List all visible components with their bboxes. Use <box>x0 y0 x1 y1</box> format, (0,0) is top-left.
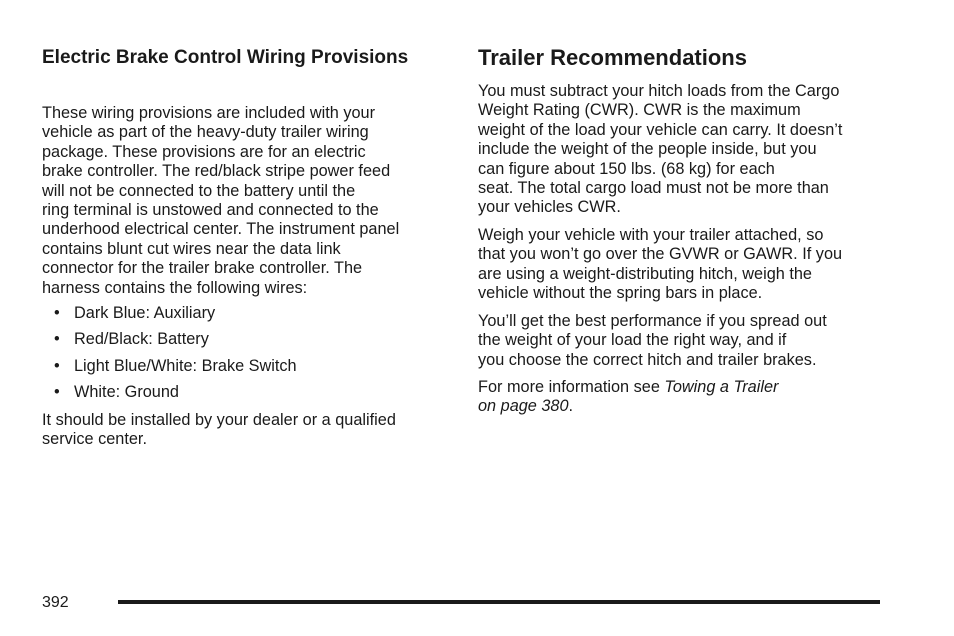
paragraph-performance <box>478 312 827 370</box>
text-line: ring terminal is unstowed and connected to the <box>42 201 379 220</box>
text-line: brake controller. The red/black stripe power feed <box>42 162 391 181</box>
paragraph-cwr <box>478 82 842 218</box>
paragraph-more-info <box>478 378 778 417</box>
text-line: underhood electrical center. The instrument panel <box>42 220 400 239</box>
more-info-prefix: For more information see <box>478 378 665 396</box>
text-line: that you won’t go over the GVWR or GAWR. If you <box>478 245 843 264</box>
text-line: weight of the load your vehicle can carry. It doesn’t <box>478 120 843 139</box>
section-heading-trailer-recommendations: Trailer Recommendations <box>478 45 747 70</box>
paragraph-weigh <box>478 226 842 304</box>
text-line: seat. The total cargo load must not be more than <box>478 179 829 198</box>
text-line: contains blunt cut wires near the data link <box>42 239 341 258</box>
text-line: vehicle as part of the heavy-duty trailer wiring <box>42 123 369 142</box>
text-line <box>478 397 778 416</box>
section-heading-brake-wiring: Electric Brake Control Wiring Provisions <box>42 47 409 68</box>
list-item-text: Dark Blue: Auxiliary <box>74 304 216 322</box>
text-line: These wiring provisions are included with your <box>42 104 376 122</box>
list-item-text: White: Ground <box>74 382 179 401</box>
text-line: vehicle without the spring bars in place. <box>478 284 763 303</box>
text-line: It should be installed by your dealer or a qualified <box>42 411 396 429</box>
text-line: You must subtract your hitch loads from the Cargo <box>478 82 840 100</box>
text-line: Weight Rating (CWR). CWR is the maximum <box>478 101 801 120</box>
bullet-icon: • <box>54 356 60 375</box>
page-number: 392 <box>42 594 69 611</box>
list-item <box>42 303 297 329</box>
text-line: you choose the correct hitch and trailer brakes. <box>478 350 817 369</box>
text-line: package. These provisions are for an electric <box>42 142 366 161</box>
list-item-text: Red/Black: Battery <box>74 330 209 349</box>
bullet-icon: • <box>54 304 60 322</box>
text-line: will not be connected to the battery until the <box>42 181 356 200</box>
intro-paragraph <box>42 104 399 298</box>
cross-reference-link[interactable]: Towing a Trailer <box>664 378 779 396</box>
text-line: service center. <box>42 430 147 449</box>
list-item-text: Light Blue/White: Brake Switch <box>74 356 297 375</box>
text-line: include the weight of the people inside, but you <box>478 140 817 159</box>
text-line: the weight of your load the right way, and if <box>478 331 787 350</box>
cross-reference-page-link[interactable]: on page 380 <box>478 397 569 416</box>
text-line: harness contains the following wires: <box>42 278 308 297</box>
bullet-icon: • <box>54 330 60 349</box>
text-line: You’ll get the best performance if you spread out <box>478 312 827 330</box>
bullet-icon: • <box>54 382 60 401</box>
footer-divider <box>118 600 880 604</box>
list-item <box>42 329 297 355</box>
text-line: can figure about 150 lbs. (68 kg) for each <box>478 159 775 178</box>
text-line <box>478 378 778 397</box>
closing-paragraph <box>42 411 396 450</box>
text-line: are using a weight-distributing hitch, weigh the <box>478 264 812 283</box>
more-info-suffix: . <box>568 397 574 416</box>
list-item <box>42 356 297 382</box>
wire-list <box>42 303 297 408</box>
text-line: connector for the trailer brake controller. The <box>42 259 363 278</box>
list-item <box>42 382 297 408</box>
text-line: Weigh your vehicle with your trailer attached, so <box>478 226 824 244</box>
text-line: your vehicles CWR. <box>478 198 621 217</box>
